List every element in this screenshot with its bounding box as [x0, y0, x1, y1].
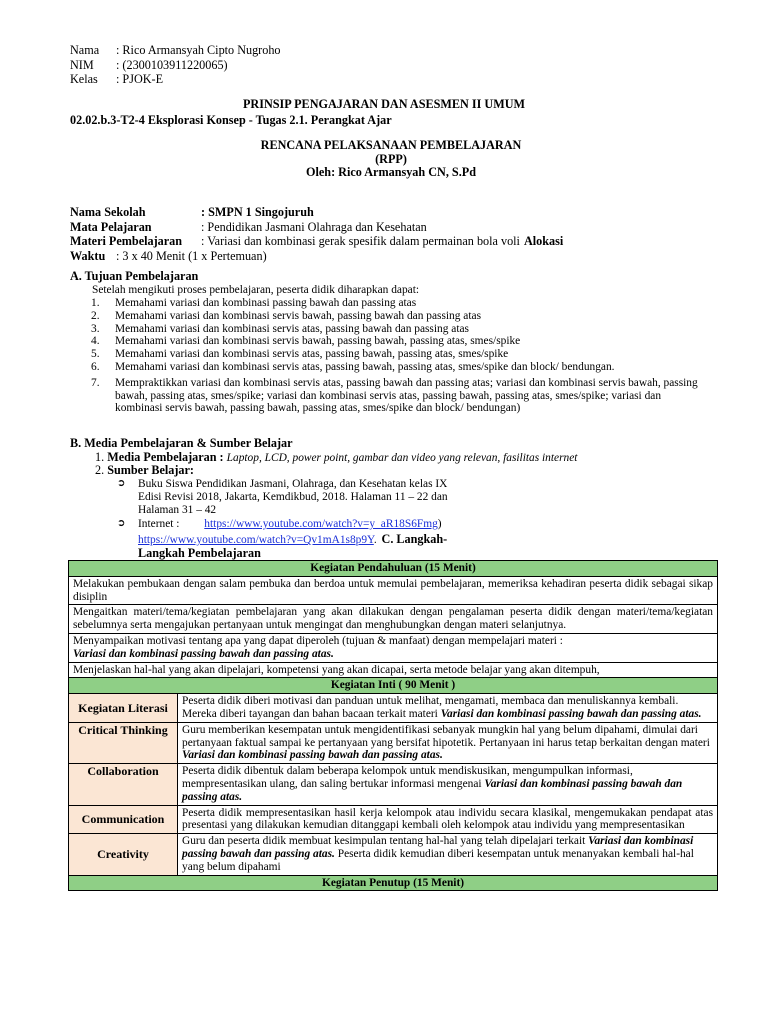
collab-label: Collaboration — [69, 764, 178, 805]
identity-value: : Rico Armansyah Cipto Nugroho — [116, 43, 281, 57]
subject-row — [70, 221, 690, 236]
section-a-intro: Setelah mengikuti proses pembelajaran, peserta didik diharapkan dapat: — [92, 284, 420, 296]
activities-table — [68, 560, 718, 891]
creat-bold: Variasi dan kombinasi passing bawah dan passing atas. — [182, 835, 694, 860]
material-value: : Variasi dan kombinasi gerak spesifik dalam permainan bola voli — [201, 234, 520, 248]
school-row — [70, 206, 690, 221]
motivasi-text: Menyampaikan motivasi tentang apa yang dapat diperoleh (tujuan & manfaat) dengan mempelajari materi : — [73, 634, 563, 647]
rpp-author: Oleh: Rico Armansyah CN, S.Pd — [306, 165, 476, 179]
list-item — [70, 361, 710, 374]
material-key: Materi Pembelajaran — [70, 234, 183, 248]
link-2-period: . — [373, 534, 377, 546]
comm-cell: Peserta didik mempresentasikan hasil kerja kelompok atau individu secara klasikal, mengemukakan pendapat atas presentasi yang dilakukan kemudian ditanggapi kembali oleh kelompok atau individu yang mempresentasikan — [178, 805, 718, 834]
list-item-number: 4. — [91, 335, 100, 348]
identity-row-nim — [70, 59, 370, 74]
allocation-label: Alokasi — [523, 234, 564, 248]
time-key: Waktu — [70, 248, 106, 263]
list-item-text: Memahami variasi dan kombinasi servis atas, passing bawah, passing atas, smes/spike — [115, 348, 509, 361]
identity-row-kelas — [70, 73, 370, 88]
identity-key: Nama — [70, 43, 100, 57]
creat-cell — [178, 834, 718, 875]
list-item — [70, 377, 710, 415]
internet-label: Internet : — [138, 518, 180, 530]
rpp-title: RENCANA PELAKSANAAN PEMBELAJARAN — [260, 138, 522, 152]
rpp-abbrev: (RPP) — [375, 152, 407, 166]
list-item — [70, 335, 710, 348]
table-row — [69, 875, 718, 891]
list-item-number: 7. — [91, 376, 100, 389]
identity-value: : PJOK-E — [116, 72, 164, 86]
literasi-cell — [178, 694, 718, 723]
list-item-number: 5. — [91, 348, 100, 361]
media-label: Media Pembelajaran : — [107, 450, 224, 464]
section-c-title: C. Langkah- — [381, 532, 448, 546]
list-item-text: Memahami variasi dan kombinasi servis atas, passing bawah, passing atas, smes/spike dan block/ bendungan. — [115, 360, 615, 373]
book-line-2: Edisi Revisi 2018, Jakarta, Kemdikbud, 2018. Halaman 11 – 22 dan — [138, 491, 448, 503]
collab-bold: Variasi dan kombinasi passing bawah dan passing atas. — [182, 777, 683, 803]
sumber-item — [95, 464, 194, 478]
table-row — [69, 764, 718, 805]
section-b-title: B. Media Pembelajaran & Sumber Belajar — [70, 436, 293, 450]
media-number: 1. — [95, 450, 105, 464]
section-c-title-cont: Langkah Pembelajaran — [138, 546, 261, 560]
penutup-header: Kegiatan Penutup (15 Menit) — [69, 875, 718, 891]
table-row — [69, 694, 718, 723]
identity-value: : (2300103911220065) — [116, 57, 228, 72]
objectives-list — [70, 297, 710, 415]
book-line-1: Buku Siswa Pendidikan Jasmani, Olahraga, dan Kesehatan kelas IX — [138, 478, 448, 490]
youtube-link-1[interactable]: https://www.youtube.com/watch?v=y_aR18S6Fmg — [204, 518, 438, 530]
critical-label: Critical Thinking — [69, 722, 178, 763]
sumber-number: 2. — [95, 463, 105, 477]
literasi-bold: Variasi dan kombinasi passing bawah dan passing atas. — [440, 707, 702, 720]
link-close-paren: ) — [437, 518, 442, 530]
collab-cell — [178, 764, 718, 805]
time-value: : 3 x 40 Menit (1 x Pertemuan) — [116, 248, 267, 263]
list-item-number: 2. — [91, 309, 100, 322]
table-row — [69, 576, 718, 605]
table-row — [69, 722, 718, 763]
arrow-right-icon: ➲ — [117, 518, 126, 529]
table-row — [69, 678, 718, 694]
list-item-text: Memahami variasi dan kombinasi servis bawah, passing bawah dan passing atas — [115, 309, 481, 322]
critical-text: Guru memberikan kesempatan untuk mengidentifikasi sebanyak mungkin hal yang belum dipahami, dimulai dari pertanyaan faktual sampai ke pertanyaan yang bersifat hipotetik. Pertanyaan ini harus tetap berkaitan dengan materi — [182, 723, 710, 749]
list-item — [70, 310, 710, 323]
material-row — [70, 235, 690, 250]
school-info — [70, 206, 690, 264]
subject-key: Mata Pelajaran — [70, 219, 152, 234]
list-item-number: 3. — [91, 322, 100, 335]
internet-line — [138, 518, 442, 531]
critical-cell — [178, 722, 718, 763]
list-item-text: Memahami variasi dan kombinasi servis atas, passing bawah dan passing atas — [115, 322, 469, 335]
media-text: Laptop, LCD, power point, gambar dan video yang relevan, fasilitas internet — [226, 452, 578, 464]
creat-text-2: Peserta didik kemudian diberi kesempatan untuk menanyakan kembali hal-hal yang belum dipahami — [182, 847, 694, 873]
school-key: Nama Sekolah — [70, 205, 146, 219]
identity-block — [70, 44, 370, 88]
table-cell: Melakukan pembukaan dengan salam pembuka dan berdoa untuk memulai pembelajaran, memeriksa kehadiran peserta didik sebagai sikap disiplin — [69, 576, 718, 605]
list-item — [70, 297, 710, 310]
link-2-line — [138, 533, 447, 547]
literasi-text: Peserta didik diberi motivasi dan panduan untuk melihat, mengamati, membaca dan menuliskannya kembali. Mereka diberi tayangan dan bahan bacaan terkait materi — [182, 695, 679, 720]
creat-text: Guru dan peserta didik membuat kesimpulan tentang hal-hal yang telah dipelajari terkait — [182, 835, 586, 848]
identity-key: NIM — [70, 57, 94, 72]
document-title: PRINSIP PENGAJARAN DAN ASESMEN II UMUM — [242, 97, 526, 111]
motivasi-bold: Variasi dan kombinasi passing bawah dan passing atas. — [73, 647, 334, 660]
list-item-number: 6. — [91, 360, 100, 373]
critical-bold: Variasi dan kombinasi passing bawah dan passing atas. — [182, 749, 443, 762]
section-a-title: A. Tujuan Pembelajaran — [70, 269, 199, 283]
table-cell: Menjelaskan hal-hal yang akan dipelajari, kompetensi yang akan dicapai, serta metode belajar yang akan ditempuh, — [69, 662, 718, 678]
inti-header: Kegiatan Inti ( 90 Menit ) — [69, 678, 718, 694]
table-row — [69, 561, 718, 577]
identity-row-nama — [70, 44, 370, 59]
identity-key: Kelas — [70, 72, 98, 86]
table-row — [69, 662, 718, 678]
table-row — [69, 834, 718, 875]
table-row — [69, 605, 718, 634]
comm-label: Communication — [69, 805, 178, 834]
document-subtitle: 02.02.b.3-T2-4 Eksplorasi Konsep - Tugas 2.1. Perangkat Ajar — [70, 113, 392, 127]
table-row — [69, 633, 718, 662]
list-item-text: Memahami variasi dan kombinasi servis bawah, passing bawah, passing atas, smes/spike — [115, 335, 521, 348]
list-item-text: Mempraktikkan variasi dan kombinasi servis atas, passing bawah dan passing atas; variasi dan kombinasi servis bawah, passing bawah, passing atas, smes/spike; variasi dan kombinasi servis atas, passing bawah, passing atas, smes/spike; variasi dan kombinasi servis bawah, passing bawah, passing atas, smes/spike dan block/ bendungan) — [115, 376, 698, 415]
youtube-link-2[interactable]: https://www.youtube.com/watch?v=Qv1mA1s8p9Y — [138, 534, 374, 546]
table-cell — [69, 633, 718, 662]
literasi-label: Kegiatan Literasi — [69, 694, 178, 723]
table-cell: Mengaitkan materi/tema/kegiatan pembelajaran yang akan dilakukan dengan pengalaman peserta didik dengan materi/tema/kegiatan sebelumnya serta mengajukan pertanyaan untuk mengingat dan menghubungkan dengan materi selanjutnya. — [69, 605, 718, 634]
sumber-label: Sumber Belajar: — [107, 463, 194, 477]
list-item — [70, 323, 710, 336]
list-item-text: Memahami variasi dan kombinasi passing bawah dan passing atas — [115, 297, 417, 309]
creat-label: Creativity — [69, 834, 178, 875]
school-value: : SMPN 1 Singojuruh — [201, 205, 314, 219]
subject-value: : Pendidikan Jasmani Olahraga dan Kesehatan — [201, 219, 427, 234]
arrow-right-icon: ➲ — [117, 478, 126, 489]
table-row — [69, 805, 718, 834]
book-line-3: Halaman 31 – 42 — [138, 504, 217, 516]
list-item — [70, 348, 710, 361]
pendahuluan-header: Kegiatan Pendahuluan (15 Menit) — [69, 561, 718, 577]
list-item-number: 1. — [91, 297, 100, 309]
collab-text: Peserta didik dibentuk dalam beberapa kelompok untuk mendiskusikan, mengumpulkan informasi, mempresentasikan ulang, dan saling bertukar informasi mengenai — [182, 765, 633, 790]
time-row — [70, 250, 690, 265]
